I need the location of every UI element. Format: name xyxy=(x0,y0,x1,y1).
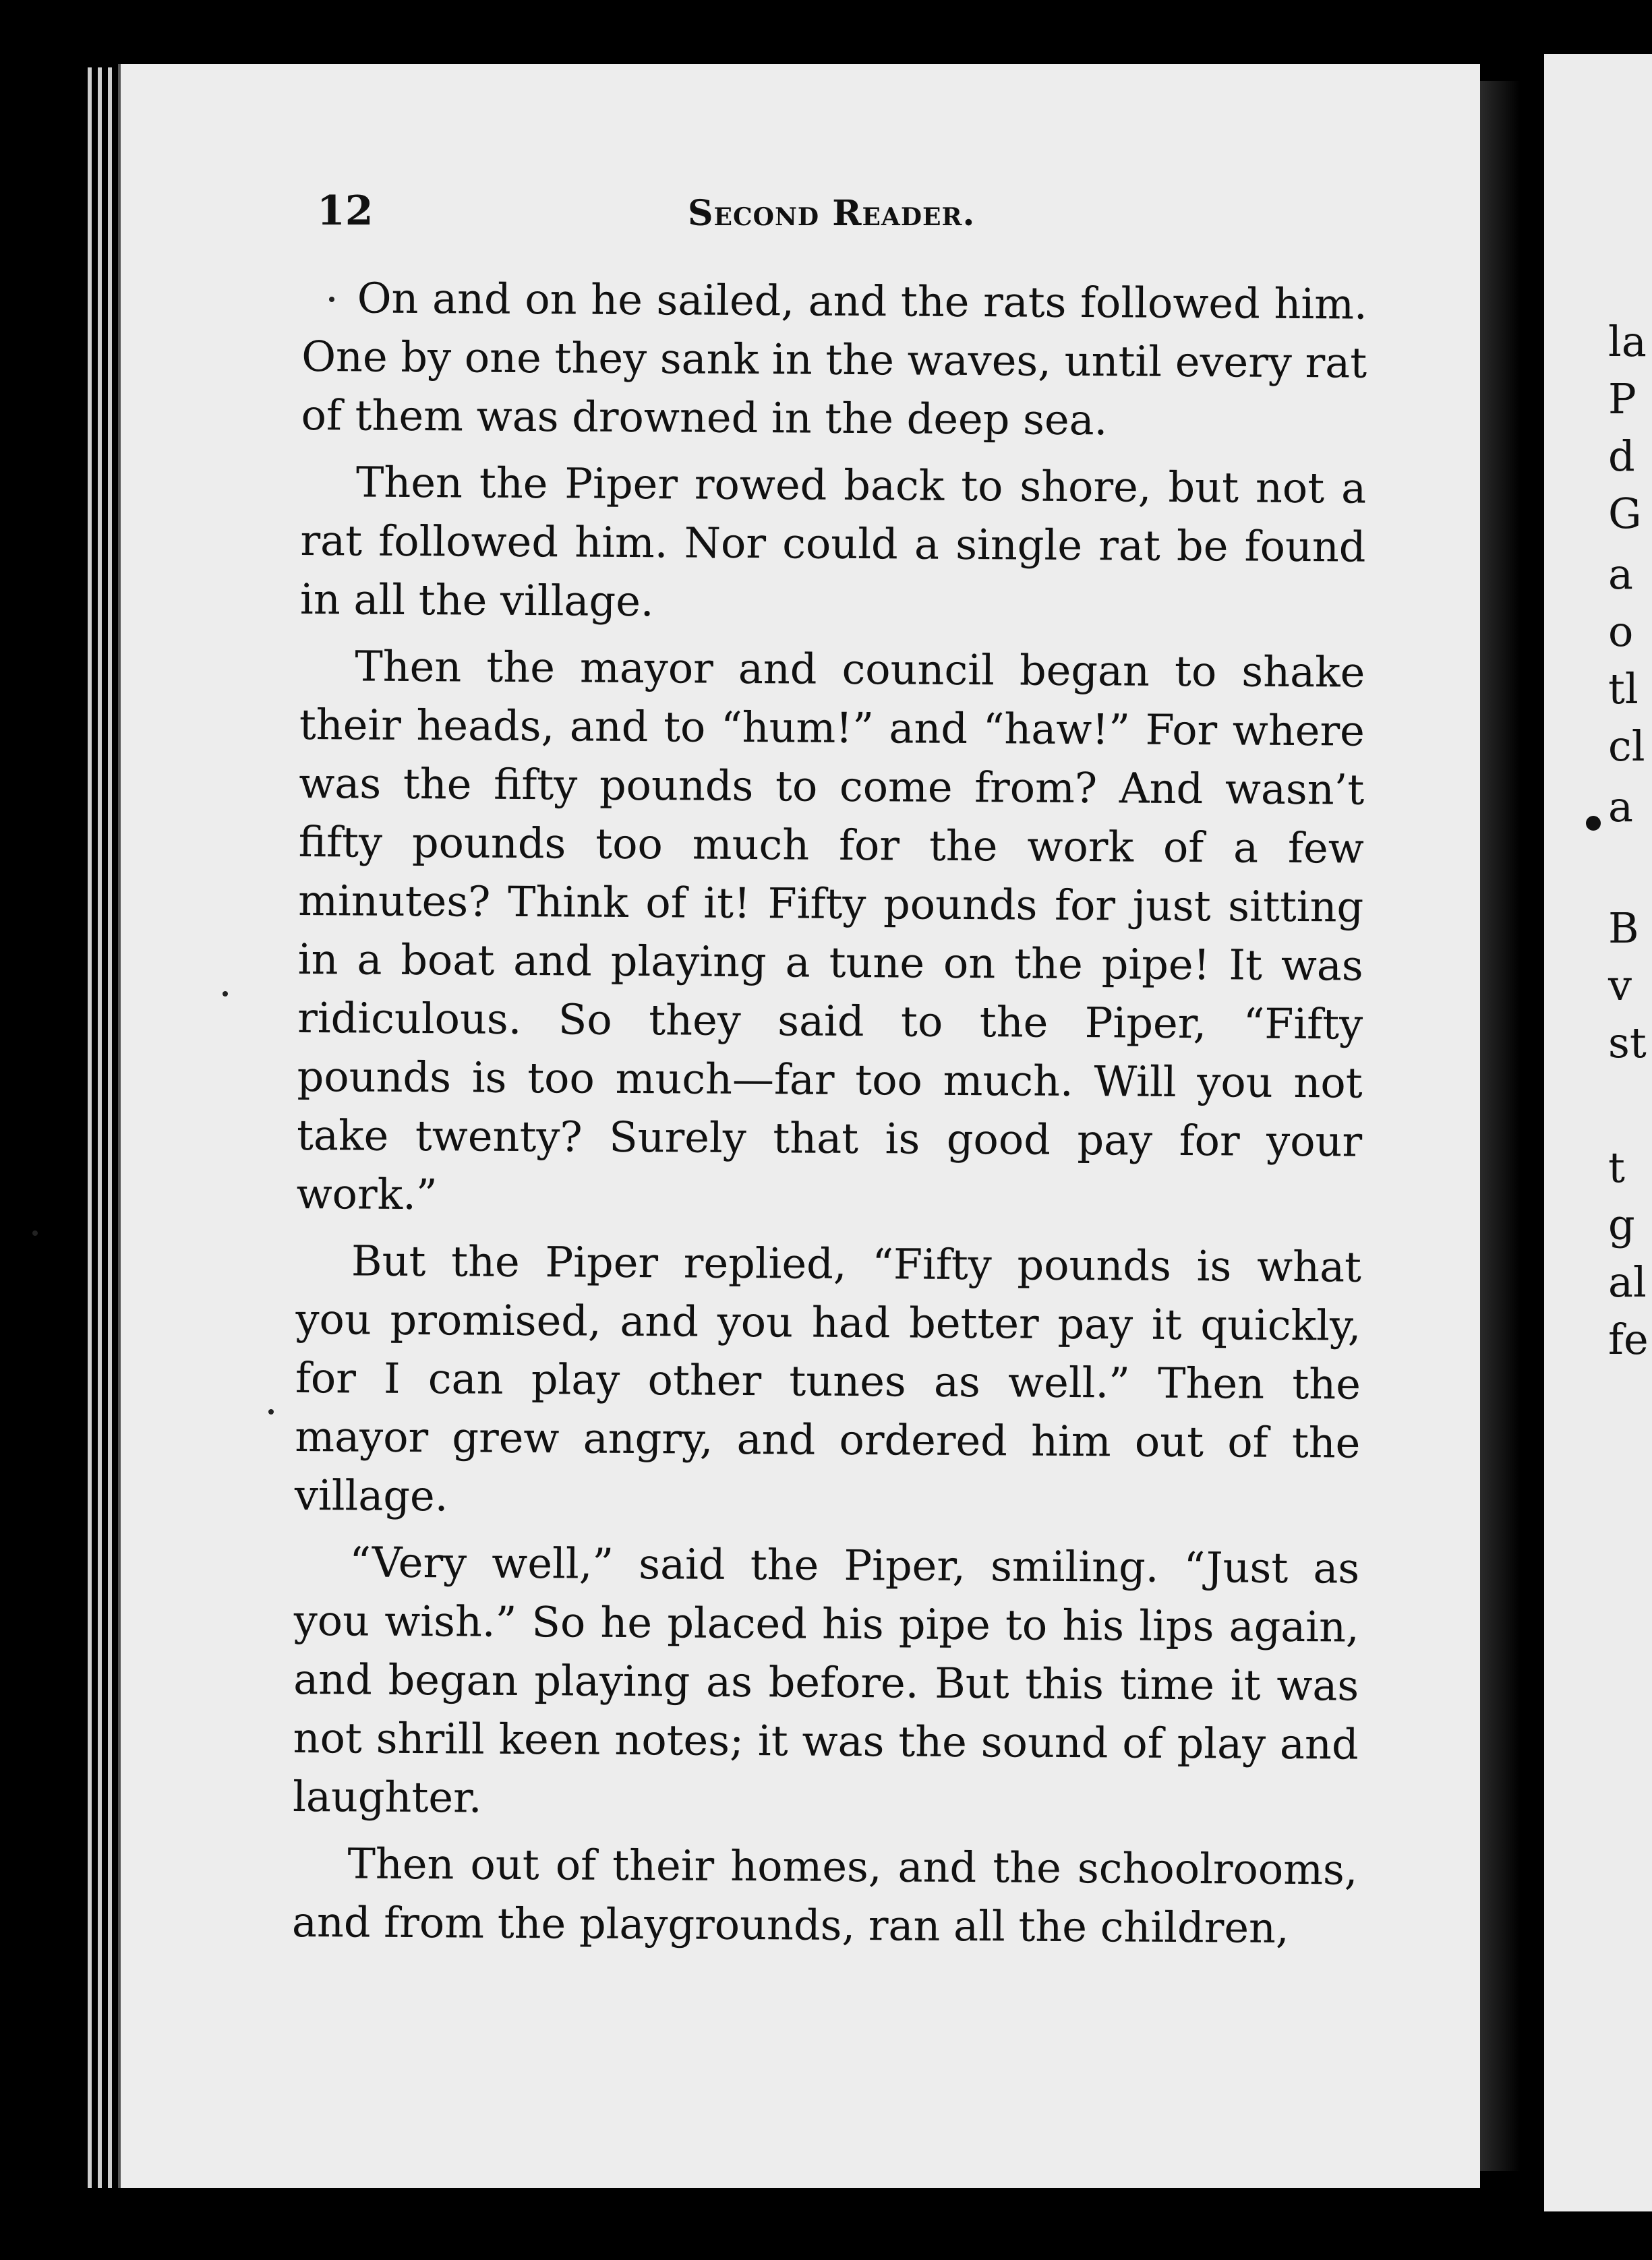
ink-speck xyxy=(268,1409,274,1415)
facing-page-fragment: g xyxy=(1608,1200,1635,1249)
facing-page-fragment: t xyxy=(1608,1143,1625,1192)
page-header xyxy=(317,187,1355,248)
facing-page-fragment: P xyxy=(1608,374,1636,423)
ink-speck xyxy=(329,297,334,302)
running-head: Second Reader. xyxy=(688,193,976,234)
facing-page-fragment: cl xyxy=(1608,721,1645,771)
ink-speck xyxy=(32,1230,38,1236)
paragraph: Then the Piper rowed back to shore, but not a rat followed him. Nor could a single rat be found in all the village. xyxy=(299,457,1367,626)
facing-page-fragment: fe xyxy=(1608,1315,1649,1364)
book-gutter xyxy=(1480,81,1521,2171)
facing-page-fragment: v xyxy=(1608,961,1632,1010)
facing-page-fragment: la xyxy=(1608,317,1647,366)
page-edge xyxy=(88,67,92,2188)
facing-page-fragment: d xyxy=(1608,432,1635,481)
facing-page-fragment: B xyxy=(1608,903,1639,953)
page-body xyxy=(292,268,1367,1966)
page-edge xyxy=(108,67,112,2188)
facing-page-mark xyxy=(1586,816,1601,831)
ink-speck xyxy=(223,991,228,997)
paragraph: “Very well,” said the Piper, smiling. “Just as you wish.” So he placed his pipe to his lips again, and began playing as before. But this time it was not shrill keen notes; it was the sound of play and laughter. xyxy=(292,1537,1360,1822)
facing-page-fragment: a xyxy=(1608,549,1633,599)
facing-page-fragment: al xyxy=(1608,1257,1647,1307)
paragraph: Then out of their homes, and the schoolrooms, and from the playgrounds, ran all the children, xyxy=(291,1839,1358,1953)
page-number: 12 xyxy=(317,187,374,235)
paragraph: On and on he sailed, and the rats followed him. One by one they sank in the waves, until every rat of them was drowned in the deep sea. xyxy=(301,273,1367,445)
facing-page-fragment: G xyxy=(1608,489,1642,538)
facing-page-fragment: tl xyxy=(1608,664,1639,713)
paragraph: But the Piper replied, “Fifty pounds is what you promised, and you had better pay it quickly, for I can play other tunes as well.” Then the mayor grew angry, and ordered him out of the village. xyxy=(294,1236,1362,1521)
page-edge xyxy=(98,67,102,2188)
facing-page-fragment: st xyxy=(1608,1018,1647,1067)
facing-page-fragment: o xyxy=(1608,607,1634,656)
paragraph: Then the mayor and council began to shake their heads, and to “hum!” and “haw!” For where was the fifty pounds to come from? And wasn’t fifty pounds too much for the work of a few minutes? Think of it! Fifty pounds for just sitting in a boat and playing a tune on the pipe! It was ridiculous. So they said to the Piper, “Fifty pounds is too much—far too much. Will you not take twenty? Surely that is good pay for your work.” xyxy=(296,641,1365,1220)
facing-page-fragment: a xyxy=(1608,782,1633,831)
